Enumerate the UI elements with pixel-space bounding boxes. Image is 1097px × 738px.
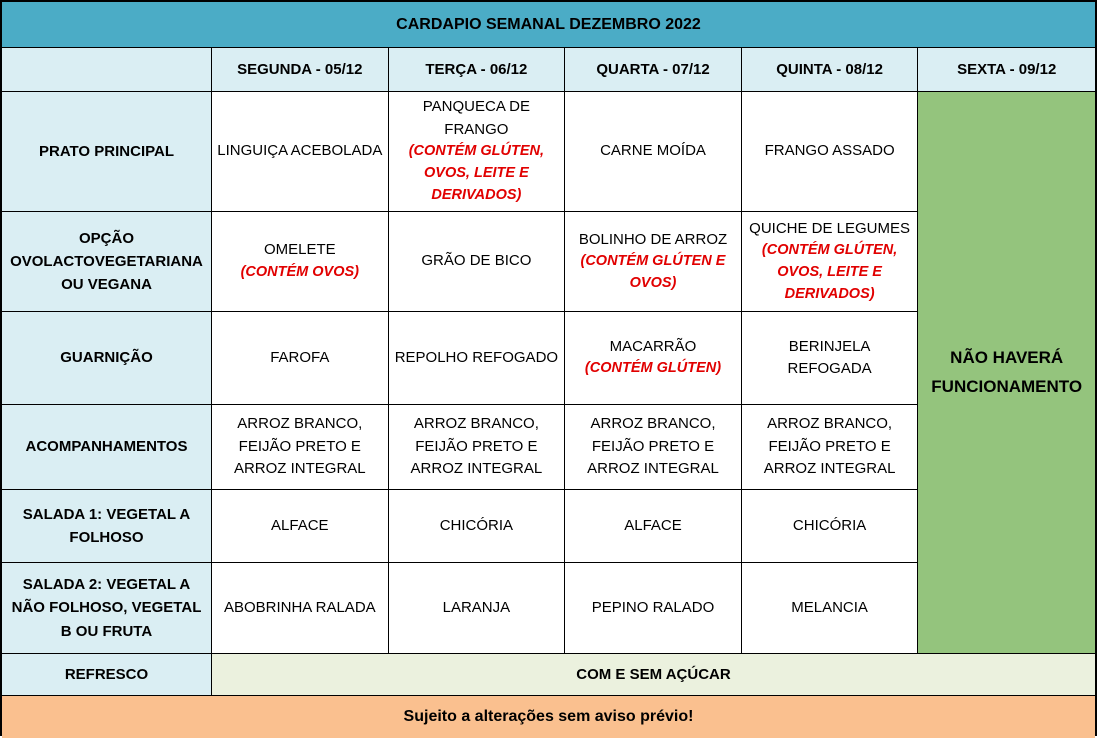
column-header-segunda: SEGUNDA - 05/12: [212, 48, 389, 92]
allergen-note: (CONTÉM GLÚTEN, OVOS, LEITE E DERIVADOS): [761, 242, 898, 302]
dish-name: FAROFA: [270, 348, 330, 366]
menu-cell: [565, 212, 742, 312]
friday-closed-notice: NÃO HAVERÁ FUNCIONAMENTO: [918, 92, 1095, 654]
menu-cell: [389, 490, 566, 563]
row-label-salada-2: SALADA 2: VEGETAL A NÃO FOLHOSO, VEGETAL B OU FRUTA: [2, 563, 212, 654]
dish-name: BERINJELA REFOGADA: [787, 337, 872, 377]
dish-name: ARROZ BRANCO, FEIJÃO PRETO E ARROZ INTEGRAL: [763, 415, 896, 478]
dish-name: PANQUECA DE FRANGO: [422, 98, 531, 138]
row-label-prato-principal: PRATO PRINCIPAL: [2, 92, 212, 212]
menu-cell: [742, 563, 919, 654]
menu-cell: [389, 405, 566, 490]
menu-cell: [742, 212, 919, 312]
dish-name: ARROZ BRANCO, FEIJÃO PRETO E ARROZ INTEGRAL: [233, 415, 366, 478]
dish-name: LINGUIÇA ACEBOLADA: [217, 142, 383, 160]
refresco-value-cell: COM E SEM AÇÚCAR: [212, 654, 1095, 696]
row-label-guarnicao: GUARNIÇÃO: [2, 312, 212, 405]
menu-cell: [212, 92, 389, 212]
disclaimer-footer: Sujeito a alterações sem aviso prévio!: [2, 696, 1095, 738]
column-header-quarta: QUARTA - 07/12: [565, 48, 742, 92]
dish-name: MACARRÃO: [609, 337, 697, 355]
column-header-quinta: QUINTA - 08/12: [742, 48, 919, 92]
menu-cell: [565, 405, 742, 490]
dish-name: ARROZ BRANCO, FEIJÃO PRETO E ARROZ INTEGRAL: [587, 415, 719, 478]
allergen-note: (CONTÉM OVOS): [240, 263, 359, 280]
dish-name: ALFACE: [271, 516, 329, 534]
allergen-note: (CONTÉM GLÚTEN): [584, 360, 722, 377]
menu-cell: [212, 405, 389, 490]
menu-cell: [565, 312, 742, 405]
menu-cell: [212, 312, 389, 405]
row-label-refresco: REFRESCO: [2, 654, 212, 696]
dish-name: MELANCIA: [791, 598, 868, 616]
menu-cell: [742, 312, 919, 405]
dish-name: OMELETE: [263, 241, 336, 259]
menu-cell: [742, 405, 919, 490]
dish-name: REPOLHO REFOGADO: [394, 348, 559, 366]
dish-name: ARROZ BRANCO, FEIJÃO PRETO E ARROZ INTEGRAL: [410, 415, 543, 478]
menu-cell: [212, 563, 389, 654]
row-label-salada-1: SALADA 1: VEGETAL A FOLHOSO: [2, 490, 212, 563]
dish-name: QUICHE DE LEGUMES: [749, 219, 911, 237]
dish-name: CARNE MOÍDA: [600, 142, 706, 160]
menu-cell: [565, 563, 742, 654]
dish-name: PEPINO RALADO: [591, 598, 715, 616]
menu-cell: [742, 490, 919, 563]
row-label-opcao-vegetariana: OPÇÃO OVOLACTOVEGETARIANA OU VEGANA: [2, 212, 212, 312]
menu-cell: [565, 92, 742, 212]
dish-name: ALFACE: [624, 516, 682, 534]
menu-cell: [212, 490, 389, 563]
menu-cell: [389, 212, 566, 312]
dish-name: BOLINHO DE ARROZ: [578, 230, 728, 248]
menu-cell: [565, 490, 742, 563]
page-title: CARDAPIO SEMANAL DEZEMBRO 2022: [2, 2, 1095, 48]
menu-cell: [389, 92, 566, 212]
allergen-note: (CONTÉM GLÚTEN, OVOS, LEITE E DERIVADOS): [408, 143, 545, 203]
dish-name: LARANJA: [442, 598, 511, 616]
dish-name: GRÃO DE BICO: [421, 252, 532, 270]
column-header-terca: TERÇA - 06/12: [389, 48, 566, 92]
allergen-note: (CONTÉM GLÚTEN E OVOS): [580, 253, 726, 291]
menu-cell: [389, 312, 566, 405]
row-label-acompanhamentos: ACOMPANHAMENTOS: [2, 405, 212, 490]
menu-cell: [389, 563, 566, 654]
column-header-sexta: SEXTA - 09/12: [918, 48, 1095, 92]
corner-cell: [2, 48, 212, 92]
menu-cell: [742, 92, 919, 212]
menu-cell: [212, 212, 389, 312]
dish-name: CHICÓRIA: [439, 516, 514, 534]
dish-name: FRANGO ASSADO: [764, 142, 895, 160]
dish-name: ABOBRINHA RALADA: [223, 598, 376, 616]
dish-name: CHICÓRIA: [792, 516, 867, 534]
